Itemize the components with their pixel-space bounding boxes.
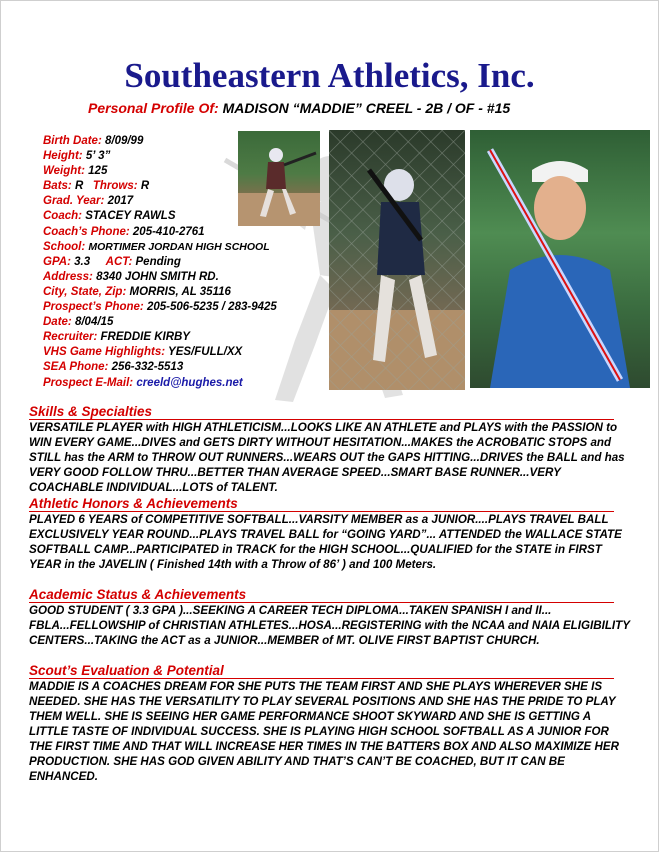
section-heading-skills: Skills & Specialties — [29, 404, 614, 420]
prospect-email-link[interactable]: creeld@hughes.net — [136, 376, 243, 389]
profile-grad-year: Grad. Year: 2017 — [43, 195, 134, 208]
section-heading-academic: Academic Status & Achievements — [29, 587, 614, 603]
section-body-academic: GOOD STUDENT ( 3.3 GPA )...SEEKING A CAREER TECH DIPLOMA...TAKEN SPANISH I and II... FBLA...FELLOWSHIP of CHRISTIAN ATHLETES...HOSA...REGISTERING with the NCAA and NAIA ELIGIBILITY CENTERS...TAKING the ACT as a JUNIOR...MEMBER of MT. OLIVE FIRST BAPTIST CHURCH. — [29, 604, 630, 647]
profile-school: School: MORTIMER JORDAN HIGH SCHOOL — [43, 240, 270, 253]
batter-stance-icon — [329, 130, 465, 390]
profile-city-state-zip: City, State, Zip: MORRIS, AL 35116 — [43, 285, 231, 298]
section-heading-athletic-honors: Athletic Honors & Achievements — [29, 496, 614, 512]
section-body-skills: VERSATILE PLAYER with HIGH ATHLETICISM...LOOKS LIKE AN ATHLETE and PLAYS with the PASSION to WIN EVERY GAME...DIVES and GETS DIRTY WITHOUT HESITATION...MAKES the ACROBATIC STOPS and STILL has the ARM to THROW OUT RUNNERS...WEARS OUT the GAPS HITTING...DRIVES the BALL and has VERY GOOD FOLLOW THRU...BETTER THAN AVERAGE SPEED...SMART BASE RUNNER...VERY COACHABLE INDIVIDUAL...LOTS of TALENT. — [29, 421, 625, 494]
player-portrait-icon — [470, 130, 650, 388]
profile-prospect-phone: Prospect’s Phone: 205-506-5235 / 283-9425 — [43, 301, 277, 314]
profile-gpa-act: GPA: 3.3 ACT: Pending — [43, 255, 181, 268]
subtitle-label: Personal Profile Of: — [88, 100, 219, 116]
profile-weight: Weight: 125 — [43, 165, 108, 178]
profile-coach-phone: Coach’s Phone: 205-410-2761 — [43, 225, 205, 238]
profile-vhs-highlights: VHS Game Highlights: YES/FULL/XX — [43, 346, 243, 359]
profile-email: Prospect E-Mail: creeld@hughes.net — [43, 376, 243, 389]
profile-birth-date: Birth Date: 8/09/99 — [43, 135, 144, 147]
profile-info — [43, 134, 343, 391]
section-body-athletic-honors: PLAYED 6 YEARS of COMPETITIVE SOFTBALL...VARSITY MEMBER as a JUNIOR....PLAYS TRAVEL BALL EXCLUSIVELY YEAR ROUND...PLAYS TRAVEL BALL for “GOING YARD”... ATTENDED the WALLACE STATE SOFTBALL CAMP...PARTICIPATED in TRACK for the HIGH SCHOOL...QUALIFIED for the STATE in FIRST YEAR in the JAVELIN ( Finished 14th with a Throw of 86’ ) and 100 Meters. — [29, 513, 622, 571]
player-batting-stance-photo — [329, 130, 465, 390]
page-title: Southeastern Athletics, Inc. — [124, 56, 535, 95]
profile-date: Date: 8/04/15 — [43, 316, 114, 329]
profile-sea-phone: SEA Phone: 256-332-5513 — [43, 361, 184, 374]
profile-height: Height: 5’ 3” — [43, 150, 111, 163]
profile-coach: Coach: STACEY RAWLS — [43, 210, 176, 223]
profile-subtitle — [88, 99, 648, 117]
section-body-scout-evaluation: MADDIE IS A COACHES DREAM FOR SHE PUTS THE TEAM FIRST AND SHE PLAYS WHEREVER SHE IS NEEDED. SHE HAS THE VERSATILITY TO PLAY SEVERAL POSITIONS AND SHE HAS THE PRIDE TO PLAY THEM WELL. SHE IS SEEING HER GAME PERFORMANCE SHOOT SKYWARD AND SHE IS GETTING A LITTLE TASTE OF INDIVIDUAL SUCCESS. SHE IS PLAYING HIGH SCHOOL SOFTBALL AS A JUNIOR FOR THE FIRST TIME AND THAT WILL INCREASE HER TIMES IN THE BATTERS BOX AND ALSO MAXIMIZE HER PRODUCTION. SHE HAS GOD GIVEN ABILITY AND THAT’S CAN’T BE COACHED, BUT IT CAN BE ENHANCED. — [29, 680, 619, 783]
section-heading-scout-evaluation: Scout’s Evaluation & Potential — [29, 663, 614, 679]
profile-bats-throws: Bats: R Throws: R — [43, 180, 150, 193]
player-portrait-photo — [470, 130, 650, 388]
profile-address: Address: 8340 JOHN SMITH RD. — [43, 270, 219, 283]
player-name: MADISON “MADDIE” CREEL - 2B / OF - #15 — [222, 100, 511, 116]
profile-recruiter: Recruiter: FREDDIE KIRBY — [43, 331, 190, 344]
